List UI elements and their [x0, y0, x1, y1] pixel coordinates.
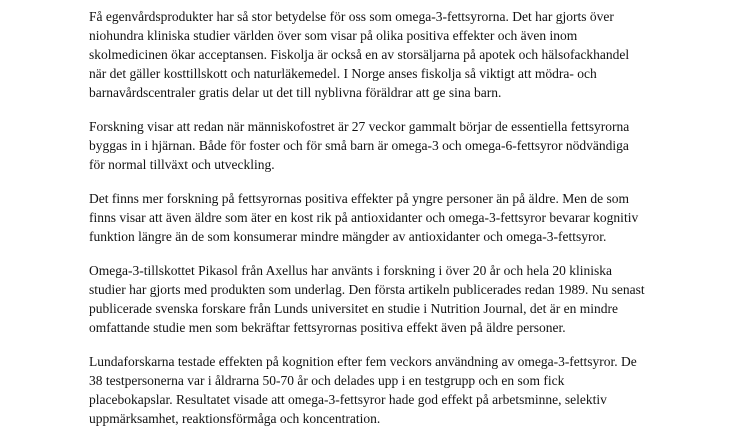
text-line: skolmedicinen ökar acceptansen. Fiskolja är också en av storsäljarna på apotek och hälsofackhandel: [89, 47, 630, 62]
text-line: när det gäller kosttillskott och naturläkemedel. I Norge anses fiskolja så viktigt att mödra- och: [89, 66, 597, 81]
paragraph: [89, 189, 719, 246]
text-line: publicerade svenska forskare från Lunds universitet en studie i Nutrition Journal, det är en mindre: [89, 301, 618, 316]
text-line: Omega-3-tillskottet Pikasol från Axellus har använts i forskning i över 20 år och hela 20 kliniska: [89, 263, 613, 278]
paragraph: [89, 7, 719, 102]
text-line: Lundaforskarna testade effekten på kognition efter fem veckors användning av omega-3-fettsyror. De: [89, 354, 637, 369]
text-line: Det finns mer forskning på fettsyrornas positiva effekter på yngre personer än på äldre. Men de som: [89, 191, 629, 206]
paragraph: [89, 261, 719, 337]
text-line: finns visar att även äldre som äter en kost rik på antioxidanter och omega-3-fettsyror bevarar kognitiv: [89, 210, 639, 225]
text-line: för normal tillväxt och utveckling.: [89, 157, 275, 172]
text-line: studier har gjorts med produkten som underlag. Den första artikeln publicerades redan 1989. Nu senast: [89, 282, 645, 297]
text-line: omfattande studie men som bekräftar fettsyrornas positiva effekt även på äldre personer.: [89, 320, 566, 335]
text-line: funktion längre än de som konsumerar mindre mängder av antioxidanter och omega-3-fettsyror.: [89, 229, 607, 244]
text-line: barnavårdscentraler gratis delar ut det till nyblivna föräldrar att ge sina barn.: [89, 85, 502, 100]
paragraph: [89, 352, 719, 428]
text-line: byggas in i hjärnan. Både för foster och för små barn är omega-3 och omega-6-fettsyror nödvändiga: [89, 138, 629, 153]
text-line: 38 testpersonerna var i åldrarna 50-70 år och delades upp i en testgrupp och en som fick: [89, 373, 565, 388]
text-line: Få egenvårdsprodukter har så stor betydelse för oss som omega-3-fettsyrorna. Det har gjorts över: [89, 9, 614, 24]
text-line: Forskning visar att redan när människofostret är 27 veckor gammalt börjar de essentiella fettsyrorna: [89, 119, 630, 134]
document-text: [89, 7, 719, 428]
text-line: placebokapslar. Resultatet visade att omega-3-fettsyror hade god effekt på arbetsminne, selektiv: [89, 392, 607, 407]
text-line: niohundra kliniska studier världen över som visar på olika positiva effekter och även inom: [89, 28, 578, 43]
paragraph: [89, 117, 719, 174]
text-line: uppmärksamhet, reaktionsförmåga och koncentration.: [89, 411, 381, 426]
